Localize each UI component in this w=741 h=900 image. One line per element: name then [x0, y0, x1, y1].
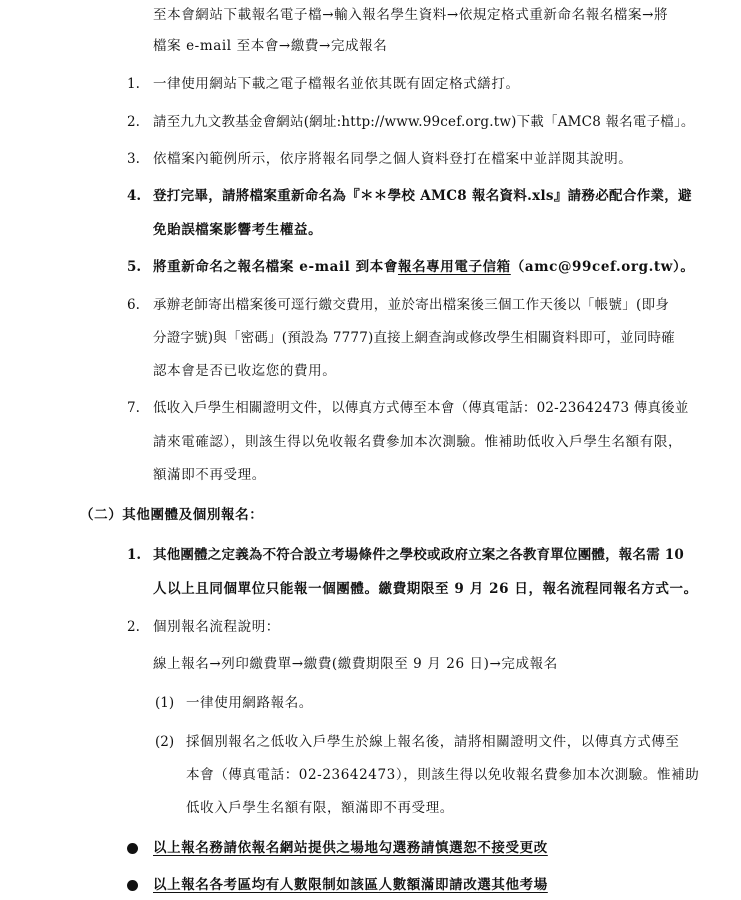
item-1-number: 1.: [127, 76, 140, 92]
item-6-line-1: 承辦老師寄出檔案後可逕行繳交費用，並於寄出檔案後三個工作天後以「帳號」(即身: [153, 297, 670, 313]
note-1: 以上報名務請依報名網站提供之場地勾選務請慎選恕不接受更改: [153, 840, 548, 856]
intro-line-1: 至本會網站下載報名電子檔→輸入報名學生資料→依規定格式重新命名報名檔案→將: [153, 7, 669, 23]
individual-registration-flow: 線上報名→列印繳費單→繳費(繳費期限至 9 月 26 日)→完成報名: [153, 656, 558, 672]
sub-item-2-line-1: 採個別報名之低收入戶學生於線上報名後，請將相關證明文件，以傳真方式傳至: [186, 734, 680, 750]
item-3-text: 依檔案內範例所示，依序將報名同學之個人資料登打在檔案中並詳閱其說明。: [153, 151, 633, 167]
item-2-text: 請至九九文教基金會網站(網址:http://www.99cef.org.tw)下載「AMC8 報名電子檔」。: [153, 114, 695, 130]
item-7-line-1: 低收入戶學生相關證明文件，以傳真方式傳至本會（傳真電話：02-23642473 傳真後並: [153, 400, 689, 416]
section-2-item-2-number: 2.: [127, 619, 140, 635]
bullet-icon: [127, 843, 138, 854]
item-6-line-3: 認本會是否已收迄您的費用。: [153, 363, 337, 379]
item-4-number: 4.: [127, 188, 142, 204]
sub-item-2-number: (2): [155, 734, 175, 750]
item-5-text-a: 將重新命名之報名檔案 e-mail 到本會: [153, 259, 398, 275]
section-2-item-1-line-2: 人以上且同個單位只能報一個團體。繳費期限至 9 月 26 日，報名流程同報名方式一。: [153, 581, 698, 597]
item-6-number: 6.: [127, 297, 140, 313]
item-5-email: （amc@99cef.org.tw）。: [510, 259, 695, 275]
section-2-item-1-number: 1.: [127, 547, 142, 563]
section-2-item-1-line-1: 其他團體之定義為不符合設立考場條件之學校或政府立案之各教育單位團體，報名需 10: [153, 547, 684, 563]
sub-item-2-line-2: 本會（傳真電話：02-23642473），則該生得以免收報名費參加本次測驗。惟補助: [186, 767, 700, 783]
section-2-item-2-title: 個別報名流程說明：: [153, 619, 280, 635]
item-5-text: [153, 257, 694, 277]
item-1-text: 一律使用網站下載之電子檔報名並依其既有固定格式繕打。: [153, 76, 520, 92]
item-5-mailbox-label: 報名專用電子信箱: [397, 259, 511, 275]
sub-item-2-line-3: 低收入戶學生名額有限，額滿即不再受理。: [186, 800, 454, 816]
item-7-number: 7.: [127, 400, 140, 416]
section-2-heading: （二）其他團體及個別報名：: [80, 507, 264, 523]
item-7-line-3: 額滿即不再受理。: [153, 467, 266, 483]
item-5-number: 5.: [127, 259, 142, 275]
bullet-icon: [127, 880, 138, 891]
item-3-number: 3.: [127, 151, 140, 167]
item-2-number: 2.: [127, 114, 140, 130]
item-4-line-2: 免貽誤檔案影響考生權益。: [153, 222, 323, 238]
item-6-line-2: 分證字號)與「密碼」(預設為 7777)直接上網查詢或修改學生相關資料即可，並同時確: [153, 330, 675, 346]
item-7-line-2: 請來電確認），則該生得以免收報名費參加本次測驗。惟補助低收入戶學生名額有限，: [153, 434, 683, 450]
note-2: 以上報名各考區均有人數限制如該區人數額滿即請改選其他考場: [153, 877, 548, 893]
intro-line-2: 檔案 e-mail 至本會→繳費→完成報名: [153, 38, 388, 54]
sub-item-1-text: 一律使用網路報名。: [186, 695, 313, 711]
item-4-line-1: 登打完畢，請將檔案重新命名為『＊＊學校 AMC8 報名資料.xls』請務必配合作業，避: [153, 188, 692, 204]
sub-item-1-number: (1): [155, 695, 175, 711]
